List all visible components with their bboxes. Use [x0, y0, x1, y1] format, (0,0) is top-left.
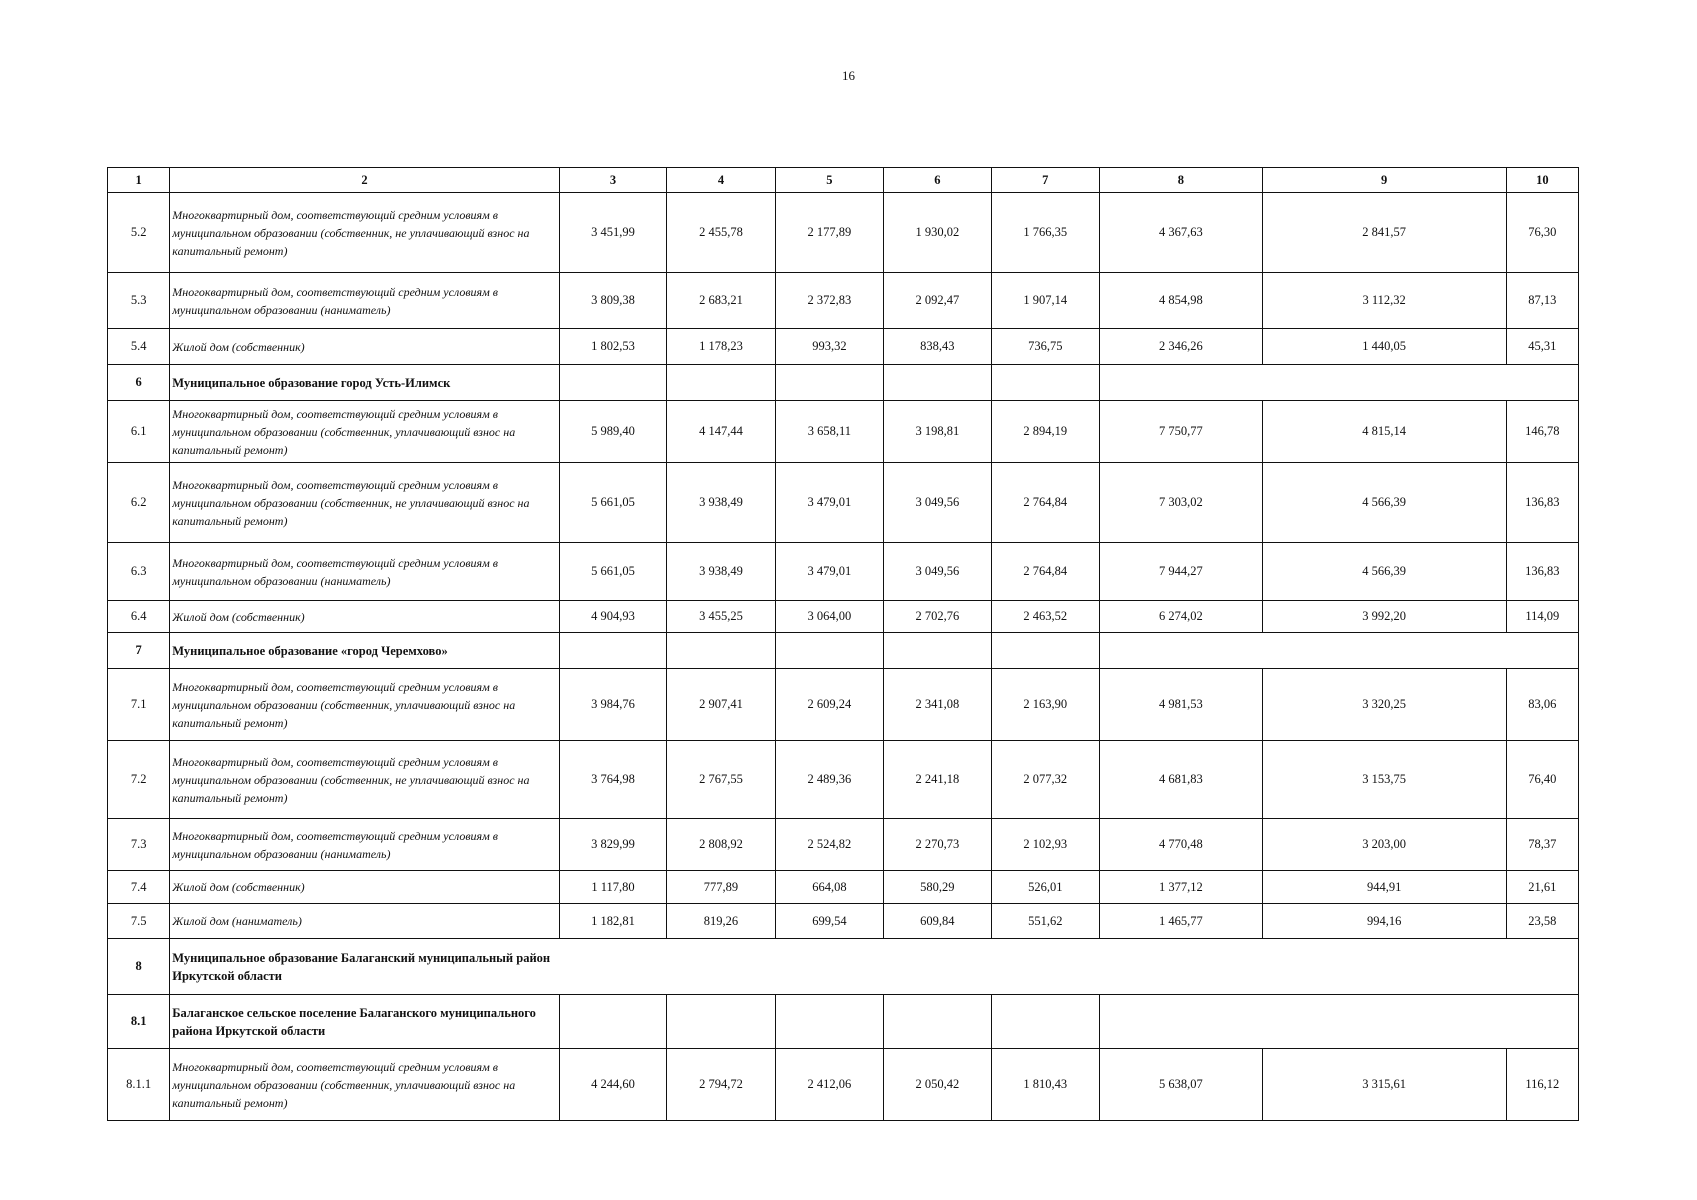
value-cell: 3 984,76: [559, 669, 666, 741]
value-cell: 1 178,23: [667, 329, 775, 365]
value-cell: 136,83: [1506, 543, 1578, 601]
value-cell: 2 764,84: [991, 463, 1099, 543]
section-title-cell: Муниципальное образование город Усть-Илимск: [170, 365, 560, 401]
value-cell: 609,84: [884, 904, 991, 939]
tariff-table: [107, 167, 1579, 1121]
table-row: [108, 193, 1579, 273]
value-cell: 3 764,98: [559, 741, 666, 819]
value-cell: 4 681,83: [1100, 741, 1263, 819]
value-cell: 2 767,55: [667, 741, 775, 819]
value-cell: 2 346,26: [1100, 329, 1263, 365]
section-row: [108, 939, 1579, 995]
empty-cell: [775, 995, 883, 1049]
table-row: [108, 741, 1579, 819]
empty-cell: [559, 365, 666, 401]
value-cell: 2 412,06: [775, 1049, 883, 1121]
value-cell: 76,40: [1506, 741, 1578, 819]
value-cell: 777,89: [667, 871, 775, 904]
value-cell: 2 894,19: [991, 401, 1099, 463]
empty-cell: [667, 633, 775, 669]
value-cell: 2 372,83: [775, 273, 883, 329]
column-header: 6: [884, 168, 991, 193]
column-header: 5: [775, 168, 883, 193]
row-description-cell: Многоквартирный дом, соответствующий средним условиям в муниципальном образовании (собственник, уплачивающий взнос на капитальный ремонт): [170, 1049, 560, 1121]
value-cell: 3 198,81: [884, 401, 991, 463]
table-row: [108, 819, 1579, 871]
value-cell: 136,83: [1506, 463, 1578, 543]
value-cell: 114,09: [1506, 601, 1578, 633]
table-row: [108, 669, 1579, 741]
value-cell: 1 465,77: [1100, 904, 1263, 939]
value-cell: 4 904,93: [559, 601, 666, 633]
column-header: 10: [1506, 168, 1578, 193]
value-cell: 5 638,07: [1100, 1049, 1263, 1121]
value-cell: 87,13: [1506, 273, 1578, 329]
value-cell: 3 153,75: [1262, 741, 1506, 819]
value-cell: 7 750,77: [1100, 401, 1263, 463]
value-cell: 7 944,27: [1100, 543, 1263, 601]
row-number-cell: 6.2: [108, 463, 170, 543]
value-cell: 664,08: [775, 871, 883, 904]
empty-cell: [775, 633, 883, 669]
value-cell: 838,43: [884, 329, 991, 365]
row-number-cell: 5.4: [108, 329, 170, 365]
section-row: [108, 995, 1579, 1049]
row-number-cell: 8.1.1: [108, 1049, 170, 1121]
value-cell: 3 992,20: [1262, 601, 1506, 633]
column-header: 2: [170, 168, 560, 193]
value-cell: 1 802,53: [559, 329, 666, 365]
value-cell: 2 092,47: [884, 273, 991, 329]
column-header: 1: [108, 168, 170, 193]
section-title-cell: Балаганское сельское поселение Балаганского муниципального района Иркутской области: [170, 995, 560, 1049]
row-number-cell: 5.2: [108, 193, 170, 273]
value-cell: 3 829,99: [559, 819, 666, 871]
empty-cell: [991, 995, 1099, 1049]
section-title-cell: Муниципальное образование «город Черемхово»: [170, 633, 560, 669]
value-cell: 580,29: [884, 871, 991, 904]
row-description-cell: Многоквартирный дом, соответствующий средним условиям в муниципальном образовании (наниматель): [170, 819, 560, 871]
value-cell: 2 455,78: [667, 193, 775, 273]
section-row: [108, 365, 1579, 401]
empty-cell: [884, 365, 991, 401]
value-cell: 2 609,24: [775, 669, 883, 741]
value-cell: 4 244,60: [559, 1049, 666, 1121]
header-row: [108, 168, 1579, 193]
row-description-cell: Жилой дом (собственник): [170, 601, 560, 633]
value-cell: 2 489,36: [775, 741, 883, 819]
value-cell: 23,58: [1506, 904, 1578, 939]
value-cell: 3 938,49: [667, 463, 775, 543]
row-number-cell: 7.5: [108, 904, 170, 939]
value-cell: 4 981,53: [1100, 669, 1263, 741]
value-cell: 699,54: [775, 904, 883, 939]
value-cell: 6 274,02: [1100, 601, 1263, 633]
value-cell: 3 455,25: [667, 601, 775, 633]
empty-cell: [1100, 995, 1579, 1049]
value-cell: 5 661,05: [559, 463, 666, 543]
column-header: 7: [991, 168, 1099, 193]
value-cell: 1 907,14: [991, 273, 1099, 329]
value-cell: 2 163,90: [991, 669, 1099, 741]
value-cell: 2 794,72: [667, 1049, 775, 1121]
value-cell: 146,78: [1506, 401, 1578, 463]
value-cell: 4 367,63: [1100, 193, 1263, 273]
row-description-cell: Многоквартирный дом, соответствующий средним условиям в муниципальном образовании (собственник, уплачивающий взнос на капитальный ремонт): [170, 401, 560, 463]
value-cell: 2 463,52: [991, 601, 1099, 633]
value-cell: 3 658,11: [775, 401, 883, 463]
table-row: [108, 871, 1579, 904]
empty-cell: [775, 365, 883, 401]
empty-cell: [667, 365, 775, 401]
value-cell: 2 702,76: [884, 601, 991, 633]
value-cell: 116,12: [1506, 1049, 1578, 1121]
value-cell: 4 566,39: [1262, 543, 1506, 601]
empty-cell: [991, 633, 1099, 669]
row-description-cell: Многоквартирный дом, соответствующий средним условиям в муниципальном образовании (наниматель): [170, 543, 560, 601]
value-cell: 2 841,57: [1262, 193, 1506, 273]
row-description-cell: Многоквартирный дом, соответствующий средним условиям в муниципальном образовании (собственник, уплачивающий взнос на капитальный ремонт): [170, 669, 560, 741]
value-cell: 3 938,49: [667, 543, 775, 601]
table-row: [108, 329, 1579, 365]
row-number-cell: 6.1: [108, 401, 170, 463]
value-cell: 2 050,42: [884, 1049, 991, 1121]
value-cell: 944,91: [1262, 871, 1506, 904]
value-cell: 83,06: [1506, 669, 1578, 741]
table-row: [108, 543, 1579, 601]
value-cell: 5 661,05: [559, 543, 666, 601]
value-cell: 819,26: [667, 904, 775, 939]
column-header: 9: [1262, 168, 1506, 193]
row-description-cell: Многоквартирный дом, соответствующий средним условиям в муниципальном образовании (собственник, не уплачивающий взнос на капитальный ремонт): [170, 463, 560, 543]
row-description-cell: Жилой дом (собственник): [170, 871, 560, 904]
value-cell: 2 102,93: [991, 819, 1099, 871]
value-cell: 3 479,01: [775, 463, 883, 543]
value-cell: 1 182,81: [559, 904, 666, 939]
value-cell: 1 440,05: [1262, 329, 1506, 365]
value-cell: 7 303,02: [1100, 463, 1263, 543]
value-cell: 3 809,38: [559, 273, 666, 329]
value-cell: 78,37: [1506, 819, 1578, 871]
value-cell: 2 270,73: [884, 819, 991, 871]
empty-cell: [559, 995, 666, 1049]
table-row: [108, 273, 1579, 329]
value-cell: 1 117,80: [559, 871, 666, 904]
table-row: [108, 1049, 1579, 1121]
row-number-cell: 6: [108, 365, 170, 401]
value-cell: 2 907,41: [667, 669, 775, 741]
value-cell: 4 815,14: [1262, 401, 1506, 463]
column-header: 8: [1100, 168, 1263, 193]
empty-cell: [1100, 365, 1579, 401]
value-cell: 2 241,18: [884, 741, 991, 819]
value-cell: 3 315,61: [1262, 1049, 1506, 1121]
value-cell: 551,62: [991, 904, 1099, 939]
empty-cell: [991, 365, 1099, 401]
value-cell: 3 112,32: [1262, 273, 1506, 329]
value-cell: 3 049,56: [884, 543, 991, 601]
value-cell: 45,31: [1506, 329, 1578, 365]
empty-cell: [884, 995, 991, 1049]
table-row: [108, 601, 1579, 633]
row-number-cell: 7: [108, 633, 170, 669]
value-cell: 3 064,00: [775, 601, 883, 633]
value-cell: 3 049,56: [884, 463, 991, 543]
table-row: [108, 463, 1579, 543]
value-cell: 2 764,84: [991, 543, 1099, 601]
row-number-cell: 6.3: [108, 543, 170, 601]
value-cell: 2 524,82: [775, 819, 883, 871]
value-cell: 3 203,00: [1262, 819, 1506, 871]
row-description-cell: Жилой дом (собственник): [170, 329, 560, 365]
value-cell: 3 451,99: [559, 193, 666, 273]
empty-cell: [667, 995, 775, 1049]
value-cell: 1 377,12: [1100, 871, 1263, 904]
value-cell: 1 810,43: [991, 1049, 1099, 1121]
value-cell: 2 077,32: [991, 741, 1099, 819]
table-row: [108, 401, 1579, 463]
value-cell: 4 854,98: [1100, 273, 1263, 329]
section-row: [108, 633, 1579, 669]
value-cell: 2 808,92: [667, 819, 775, 871]
row-description-cell: Жилой дом (наниматель): [170, 904, 560, 939]
value-cell: 526,01: [991, 871, 1099, 904]
row-number-cell: 8: [108, 939, 170, 995]
value-cell: 2 683,21: [667, 273, 775, 329]
value-cell: 4 566,39: [1262, 463, 1506, 543]
section-title-cell: Муниципальное образование Балаганский муниципальный район Иркутской области: [170, 939, 1579, 995]
column-header: 4: [667, 168, 775, 193]
value-cell: 2 177,89: [775, 193, 883, 273]
row-description-cell: Многоквартирный дом, соответствующий средним условиям в муниципальном образовании (наниматель): [170, 273, 560, 329]
empty-cell: [1100, 633, 1579, 669]
value-cell: 4 770,48: [1100, 819, 1263, 871]
row-description-cell: Многоквартирный дом, соответствующий средним условиям в муниципальном образовании (собственник, не уплачивающий взнос на капитальный ремонт): [170, 193, 560, 273]
row-number-cell: 7.4: [108, 871, 170, 904]
row-description-cell: Многоквартирный дом, соответствующий средним условиям в муниципальном образовании (собственник, не уплачивающий взнос на капитальный ремонт): [170, 741, 560, 819]
value-cell: 993,32: [775, 329, 883, 365]
page-number: 16: [842, 68, 855, 83]
row-number-cell: 7.2: [108, 741, 170, 819]
value-cell: 1 766,35: [991, 193, 1099, 273]
value-cell: 76,30: [1506, 193, 1578, 273]
value-cell: 2 341,08: [884, 669, 991, 741]
column-header: 3: [559, 168, 666, 193]
value-cell: 994,16: [1262, 904, 1506, 939]
value-cell: 1 930,02: [884, 193, 991, 273]
value-cell: 4 147,44: [667, 401, 775, 463]
value-cell: 5 989,40: [559, 401, 666, 463]
value-cell: 736,75: [991, 329, 1099, 365]
empty-cell: [559, 633, 666, 669]
row-number-cell: 5.3: [108, 273, 170, 329]
row-number-cell: 7.1: [108, 669, 170, 741]
row-number-cell: 7.3: [108, 819, 170, 871]
value-cell: 21,61: [1506, 871, 1578, 904]
table-row: [108, 904, 1579, 939]
row-number-cell: 8.1: [108, 995, 170, 1049]
row-number-cell: 6.4: [108, 601, 170, 633]
value-cell: 3 320,25: [1262, 669, 1506, 741]
empty-cell: [884, 633, 991, 669]
value-cell: 3 479,01: [775, 543, 883, 601]
